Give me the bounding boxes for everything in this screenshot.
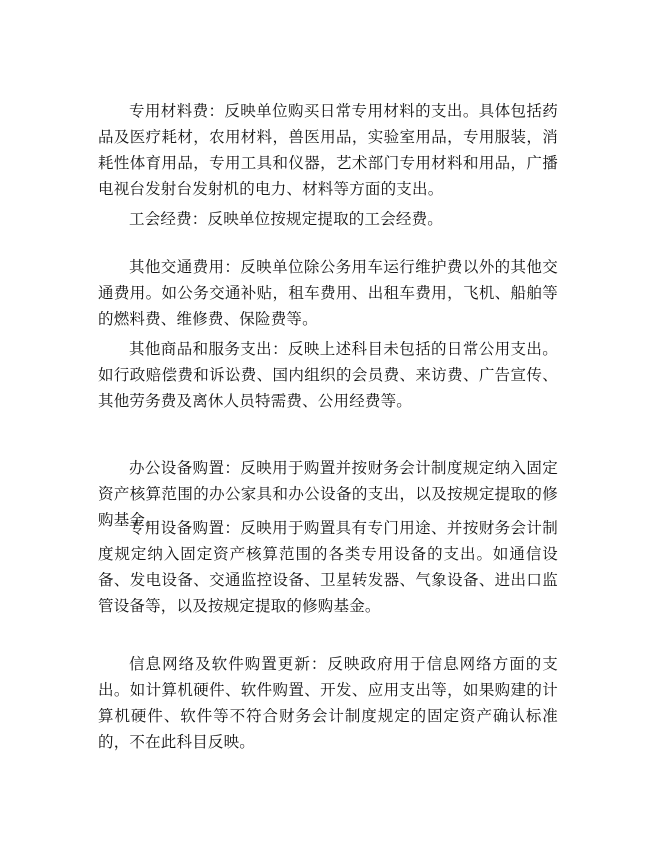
paragraph-office-equipment: 办公设备购置：反映用于购置并按财务会计制度规定纳入固定资产核算范围的办公家具和办公设备的支出，以及按规定提取的修购基金。: [98, 459, 558, 529]
paragraph-other-transport: 其他交通费用：反映单位除公务用车运行维护费以外的其他交通费用。如公务交通补贴，租车费用、出租车费用，飞机、船舶等的燃料费、维修费、保险费等。: [98, 258, 558, 328]
paragraph-union-fees: 工会经费：反映单位按规定提取的工会经费。: [129, 210, 444, 228]
paragraph-info-network-software: 信息网络及软件购置更新：反映政府用于信息网络方面的支出。如计算机硬件、软件购置、开发、应用支出等，如果购建的计算机硬件、软件等不符合财务会计制度规定的固定资产确认标准的，不在此科目反映。: [98, 655, 558, 751]
paragraph-other-goods-services: 其他商品和服务支出：反映上述科目未包括的日常公用支出。如行政赔偿费和诉讼费、国内组织的会员费、来访费、广告宣传、其他劳务费及离休人员特需费、公用经费等。: [98, 340, 558, 410]
paragraph-special-equipment: 专用设备购置：反映用于购置具有专门用途、并按财务会计制度规定纳入固定资产核算范围的各类专用设备的支出。如通信设备、发电设备、交通监控设备、卫星转发器、气象设备、进出口监管设备等，以及按规定提取的修购基金。: [98, 519, 558, 615]
paragraph-special-materials: 专用材料费：反映单位购买日常专用材料的支出。具体包括药品及医疗耗材，农用材料，兽医用品，实验室用品，专用服装，消耗性体育用品，专用工具和仪器，艺术部门专用材料和用品，广播电视台发射台发射机的电力、材料等方面的支出。: [98, 102, 558, 198]
